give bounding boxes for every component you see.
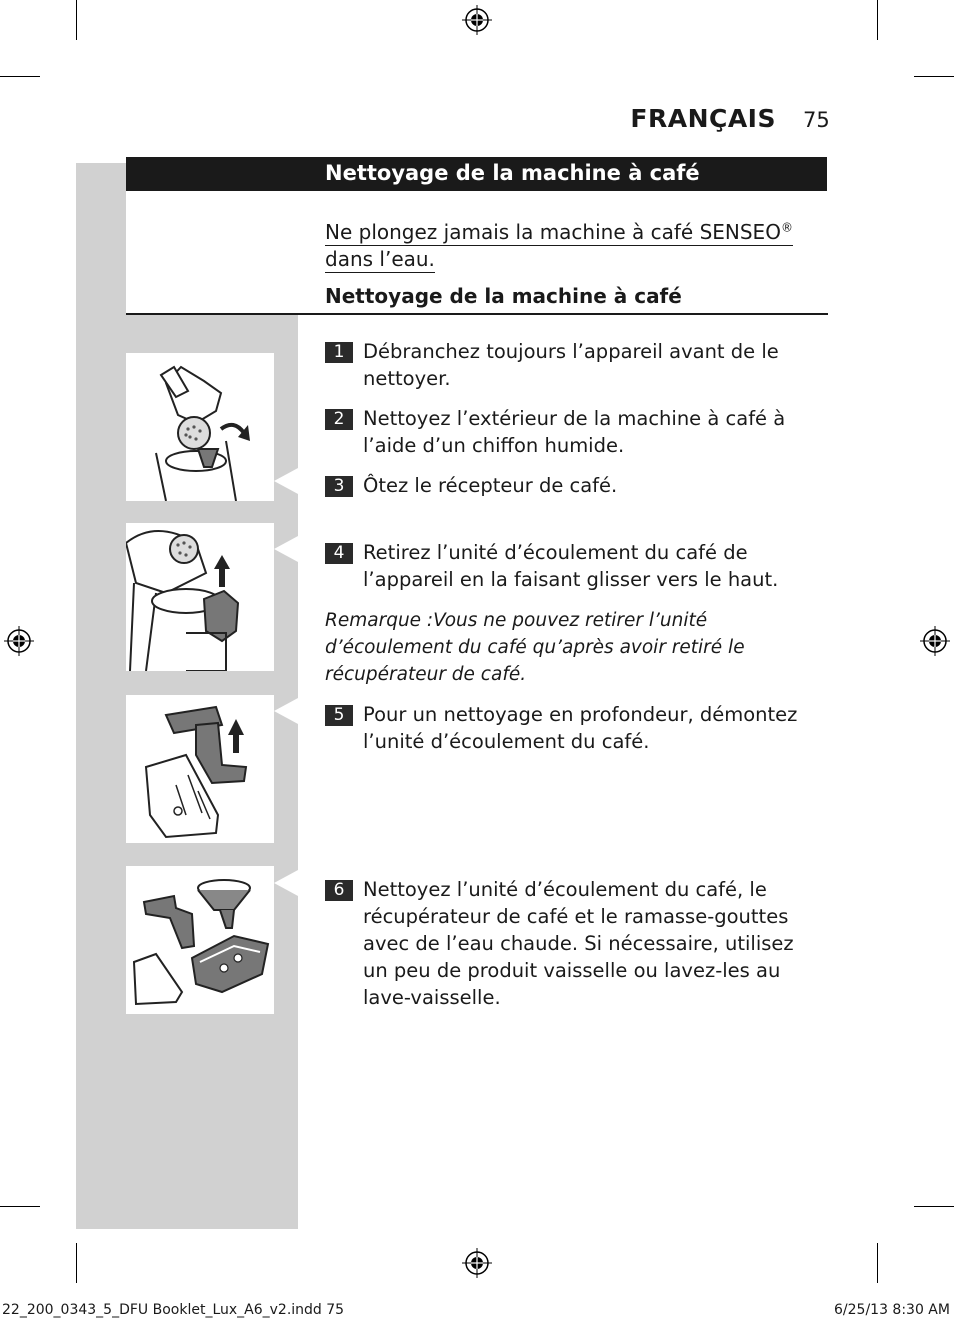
step-number: 2 [325, 409, 353, 430]
column-gap [126, 191, 298, 313]
step-number: 5 [325, 705, 353, 726]
step-text: Nettoyez l’unité d’écoulement du café, le récupérateur de café et le ramasse-gouttes avec de l’eau chaude. Si nécessaire, utilisez un peu de produit vaisselle ou lavez-les au lave-vaisselle. [363, 878, 794, 1009]
illustration-step-4 [126, 523, 274, 671]
crop-mark [76, 0, 77, 40]
step-text: Débranchez toujours l’appareil avant de le nettoyer. [363, 340, 779, 390]
pointer [274, 536, 298, 562]
step-number: 4 [325, 543, 353, 564]
step-3 [325, 472, 815, 499]
pointer [274, 870, 298, 896]
step-text: Nettoyez l’extérieur de la machine à café à l’aide d’un chiffon humide. [363, 407, 786, 457]
step-number: 1 [325, 342, 353, 363]
crop-mark [0, 1206, 40, 1207]
crop-mark [0, 76, 40, 77]
crop-mark [914, 76, 954, 77]
step-text: Ôtez le récepteur de café. [363, 474, 618, 497]
pointer [274, 698, 298, 724]
step-text: Retirez l’unité d’écoulement du café de l’appareil en la faisant glisser vers le haut. [363, 541, 779, 591]
step-number: 6 [325, 880, 353, 901]
crop-mark [914, 1206, 954, 1207]
warning-line-1: Ne plongez jamais la machine à café SENSEO® [325, 219, 793, 244]
step-number: 3 [325, 476, 353, 497]
registration-mark-icon [920, 626, 950, 656]
registration-mark-icon [4, 626, 34, 656]
step-2 [325, 405, 815, 459]
step-4 [325, 539, 815, 593]
divider [126, 313, 828, 315]
warning-text [325, 214, 795, 273]
step-1 [325, 338, 815, 392]
registration-mark-icon [462, 5, 492, 35]
footer-file-info: 22_200_0343_5_DFU Booklet_Lux_A6_v2.indd 75 [2, 1302, 345, 1318]
footer-date: 6/25/13 8:30 AM [834, 1302, 950, 1318]
section-title-bar [126, 157, 827, 191]
warning-line-2: dans l’eau. [325, 246, 435, 271]
pointer [274, 468, 298, 494]
crop-mark [76, 1243, 77, 1283]
step-6 [325, 876, 815, 1011]
sub-heading: Nettoyage de la machine à café [325, 284, 682, 308]
step-5 [325, 701, 815, 755]
crop-mark [877, 0, 878, 40]
illustration-step-6 [126, 866, 274, 1014]
crop-mark [877, 1243, 878, 1283]
illustration-step-5 [126, 695, 274, 843]
section-title: Nettoyage de la machine à café [325, 161, 700, 185]
registration-mark-icon [462, 1248, 492, 1278]
language-heading: FRANÇAIS [630, 104, 776, 133]
page-number: 75 [803, 108, 830, 132]
note-text: Remarque :Vous ne pouvez retirer l’unité d’écoulement du café qu’après avoir retiré le récupérateur de café. [325, 610, 745, 685]
illustration-step-1-3 [126, 353, 274, 501]
step-text: Pour un nettoyage en profondeur, démontez l’unité d’écoulement du café. [363, 703, 798, 753]
